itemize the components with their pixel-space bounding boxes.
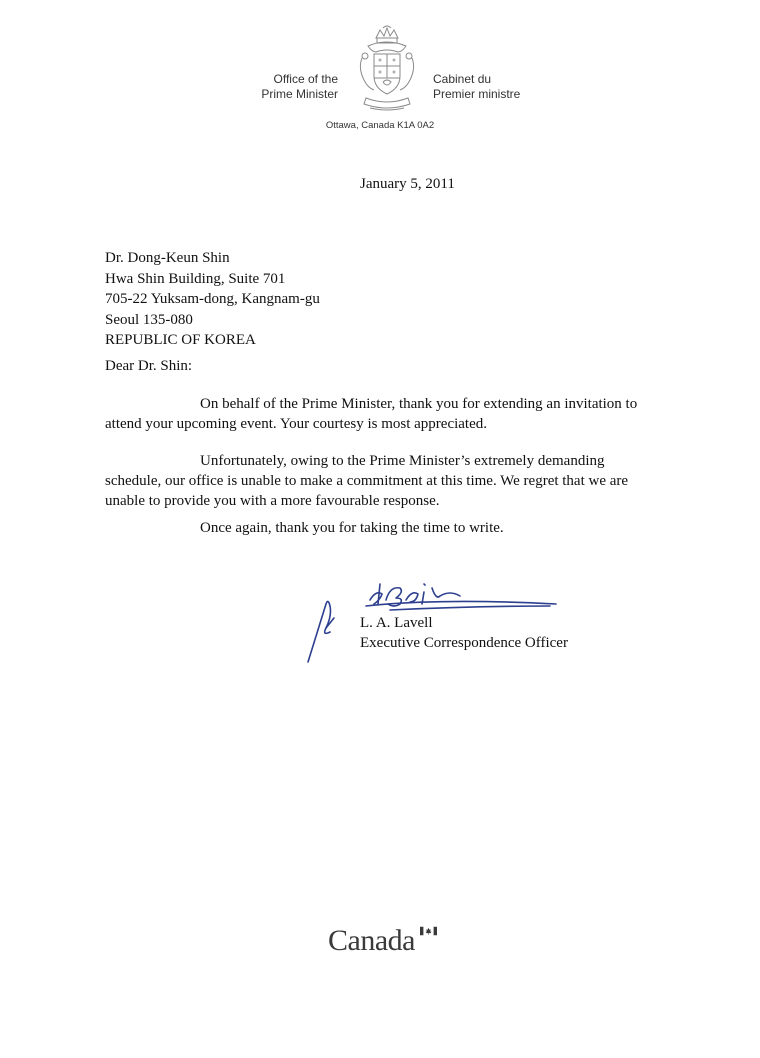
letterhead-french-line1: Cabinet du	[433, 72, 492, 86]
letterhead-french	[433, 72, 553, 102]
recipient-line: 705-22 Yuksam-dong, Kangnam-gu	[105, 291, 320, 307]
signature-block	[360, 613, 568, 653]
paragraph-line: On behalf of the Prime Minister, thank you for extending an invitation to	[200, 396, 638, 412]
letterhead-english-line1: Office of the	[273, 72, 338, 86]
signer-name: L. A. Lavell	[360, 615, 433, 631]
recipient-line: Seoul 135-080	[105, 311, 193, 328]
paragraph-line: attend your upcoming event. Your courtesy is most appreciated.	[105, 416, 488, 432]
letterhead-english-line2: Prime Minister	[261, 87, 338, 101]
paragraph-line: Unfortunately, owing to the Prime Minister’s extremely demanding	[200, 453, 605, 469]
letterhead-french-line2: Premier ministre	[433, 87, 521, 101]
letterhead-address: Ottawa, Canada K1A 0A2	[325, 120, 435, 131]
recipient-address	[105, 248, 320, 351]
canada-wordmark: Canada	[328, 924, 415, 957]
coat-of-arms-icon	[356, 24, 418, 114]
recipient-line: REPUBLIC OF KOREA	[105, 332, 256, 348]
paragraph-line: unable to provide you with a more favourable response.	[105, 493, 440, 509]
letter-date: January 5, 2011	[360, 176, 455, 192]
body-paragraph-2	[105, 451, 650, 511]
body-paragraph-1	[105, 394, 650, 434]
recipient-line: Hwa Shin Building, Suite 701	[105, 270, 286, 287]
recipient-line: Dr. Dong-Keun Shin	[105, 250, 230, 266]
paragraph-line: schedule, our office is unable to make a commitment at this time. We regret that we are	[105, 473, 629, 489]
body-paragraph-3: Once again, thank you for taking the time to write.	[200, 520, 504, 536]
salutation: Dear Dr. Shin:	[105, 358, 193, 374]
signer-title: Executive Correspondence Officer	[360, 635, 568, 651]
canada-flag-icon	[420, 926, 437, 936]
letterhead-english	[240, 72, 338, 102]
